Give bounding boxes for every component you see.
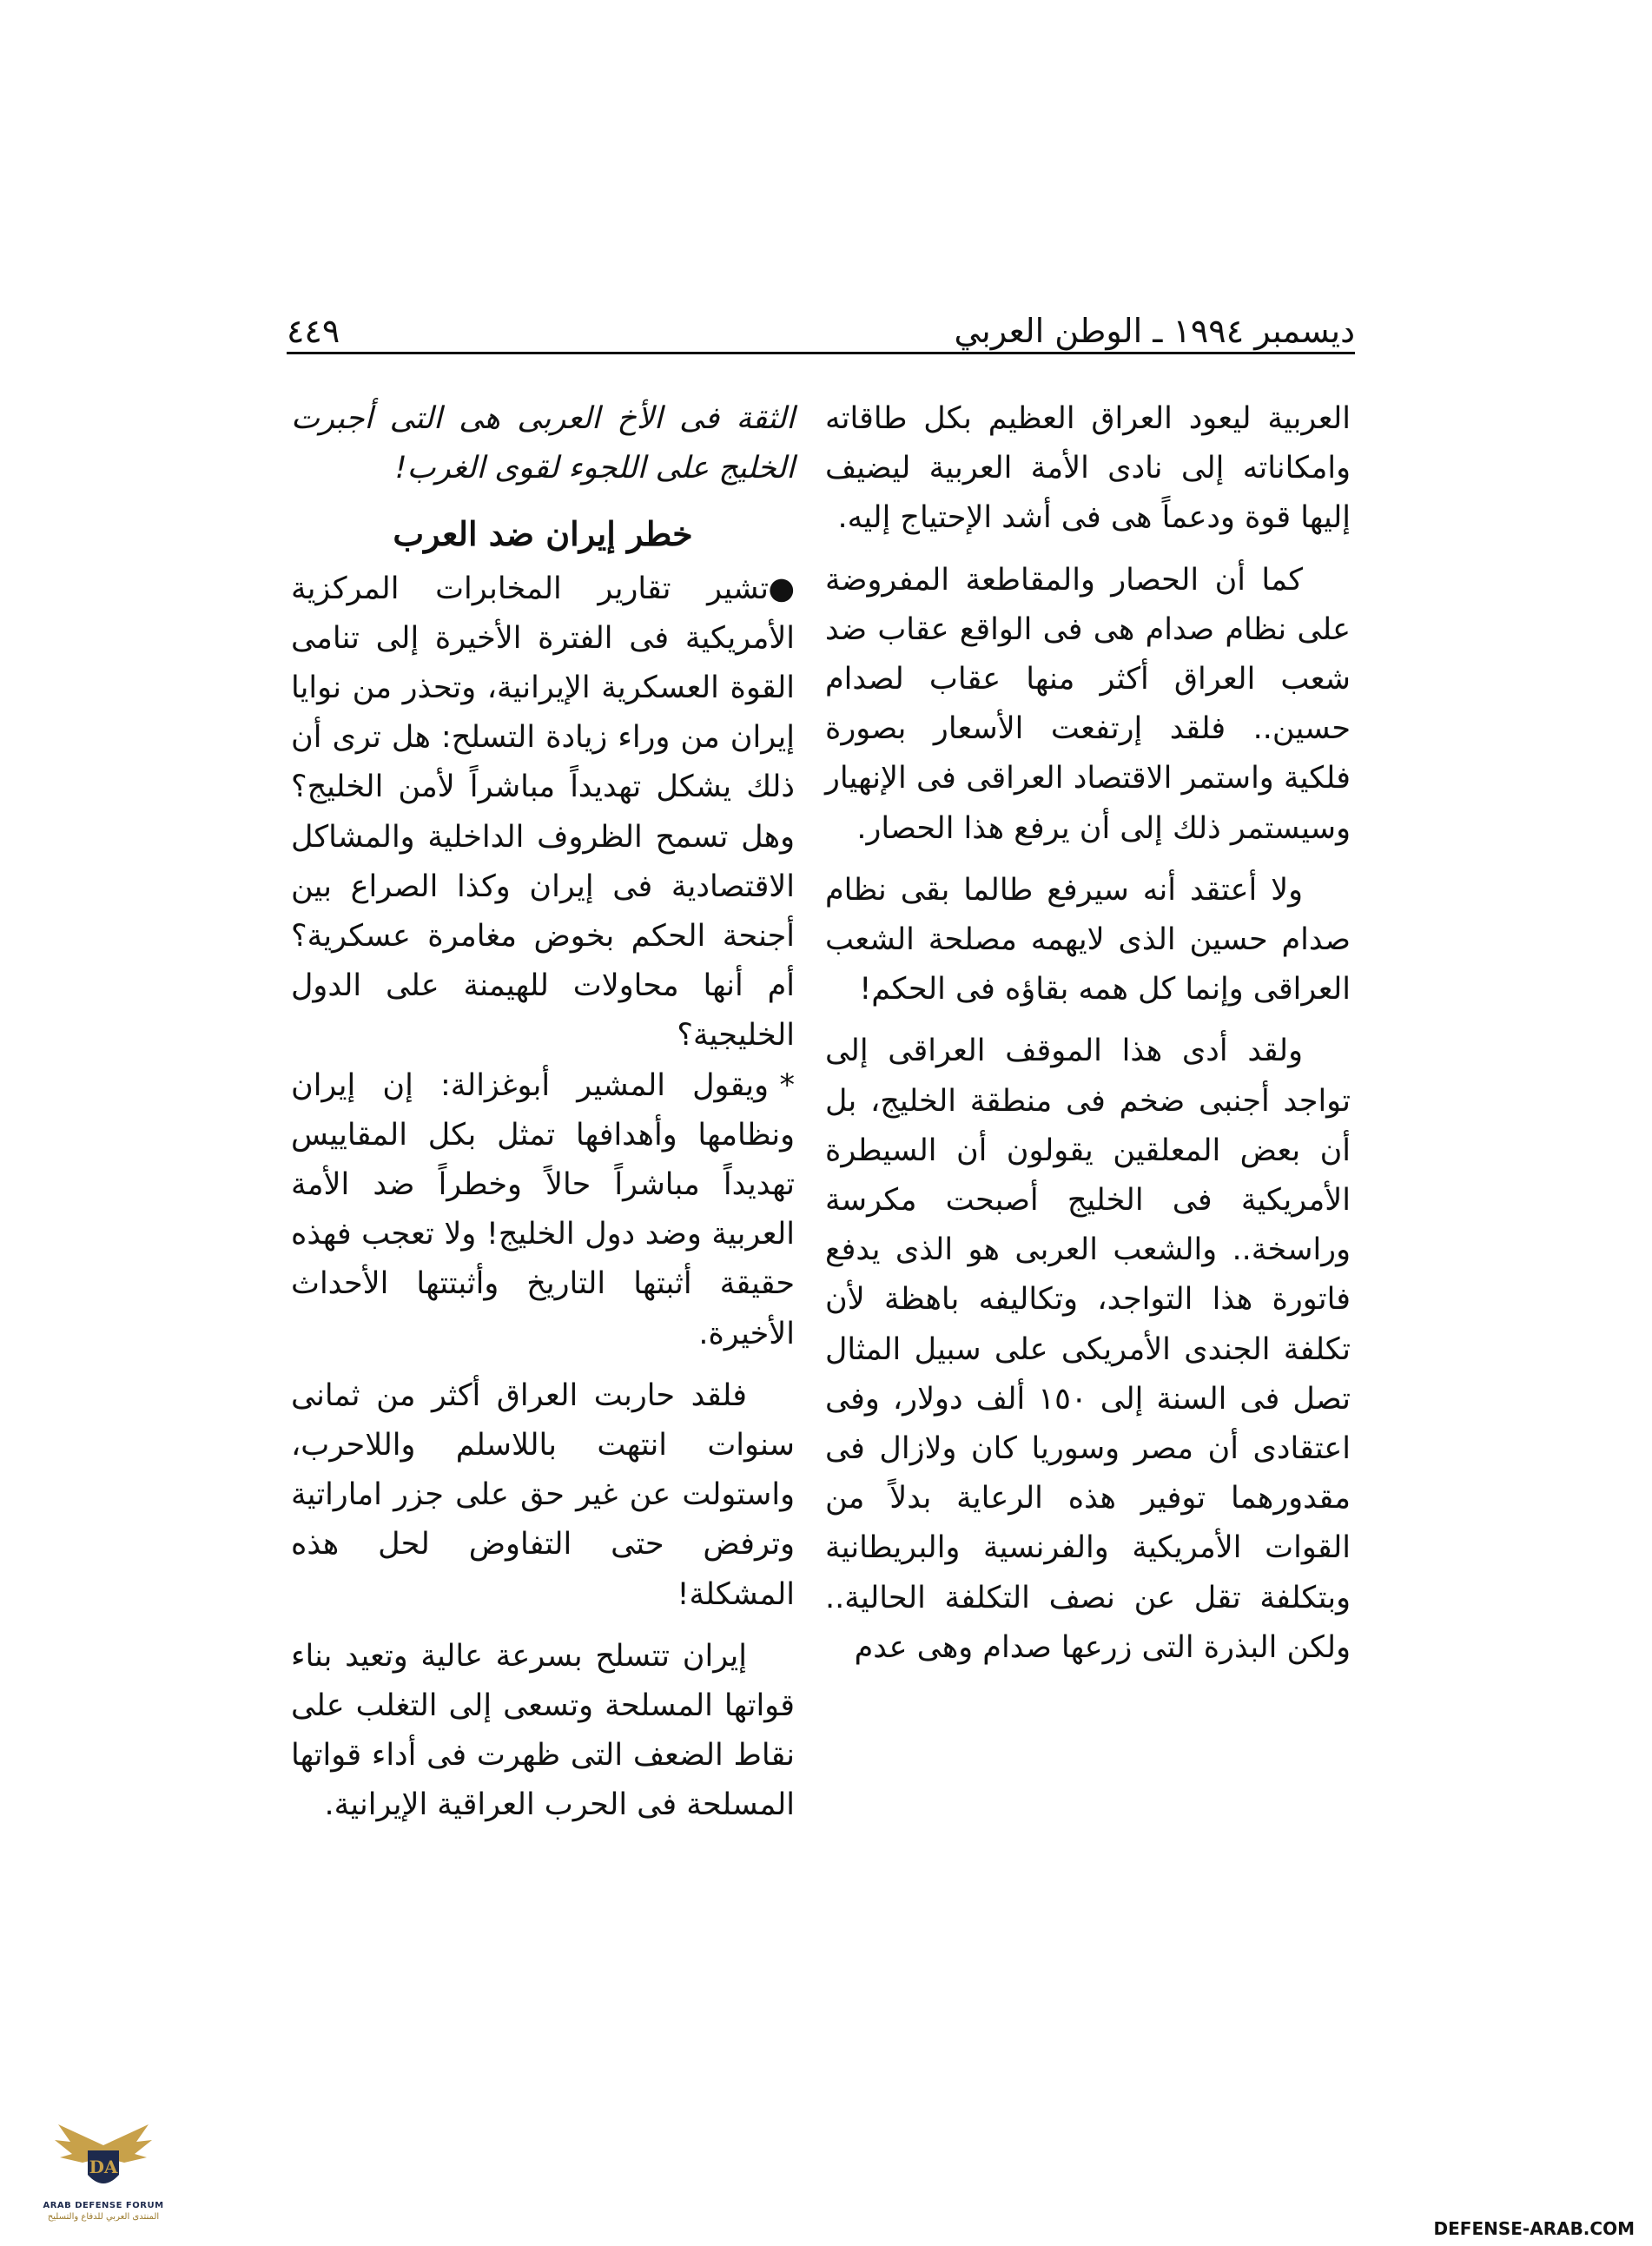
- question-paragraph: [291, 565, 795, 1061]
- paragraph: إيران تتسلح بسرعة عالية وتعيد بناء قواتها المسلحة وتسعى إلى التغلب على نقاط الضعف التى ظهرت فى أداء قواتها المسلحة فى الحرب العراقية الإيرانية.: [291, 1638, 795, 1823]
- bullet-icon: ●: [768, 571, 795, 606]
- question-text: تشير تقارير المخابرات المركزية الأمريكية فى الفترة الأخيرة إلى تنامى القوة العسكرية الإيرانية، وتحذر من نوايا إيران من وراء زيادة التسلح: هل ترى أن ذلك يشكل تهديداً مباشراً لأمن الخليج؟ وهل تسمح الظروف الداخلية والمشاكل الاقتصادية فى إيران وكذا الصراع بين أجنحة الحكم بخوض مغامرة عسكرية؟ أم أنها محاولات للهيمنة على الدول الخليجية؟: [291, 571, 795, 1054]
- answer-text: ويقول المشير أبوغزالة: إن إيران ونظامها وأهدافها تمثل بكل المقاييس تهديداً مباشراً حالاً وخطراً ضد الأمة العربية وضد دول الخليج! ولا تعجب فهذه حقيقة أثبتها التاريخ وأثبتتها الأحداث الأخيرة.: [291, 1067, 795, 1351]
- section-heading: خطر إيران ضد العرب: [393, 514, 693, 554]
- arab-defense-forum-logo: [12, 2119, 195, 2241]
- paragraph: كما أن الحصار والمقاطعة المفروضة على نظام صدام هى فى الواقع عقاب ضد شعب العراق أكثر منها عقاب لصدام حسين.. فلقد إرتفعت الأسعار بصورة فلكية واستمر الاقتصاد العراقى فى الإنهيار وسيستمر ذلك إلى أن يرفع هذا الحصار.: [825, 562, 1351, 846]
- logo-subtitle: المنتدى العربي للدفاع والتسليح: [47, 2212, 160, 2222]
- header-rule: [287, 352, 1355, 354]
- paragraph: ولقد أدى هذا الموقف العراقى إلى تواجد أجنبى ضخم فى منطقة الخليج، بل أن بعض المعلقين يقولون أن السيطرة الأمريكية فى الخليج أصبحت مكرسة وراسخة.. والشعب العربى هو الذى يدفع فاتورة هذا التواجد، وتكاليفه باهظة لأن تكلفة الجندى الأمريكى على سبيل المثال تصل فى السنة إلى ١٥٠ ألف دولار، وفى اعتقادى أن مصر وسوريا كان ولازال فى مقدورهما توفير هذه الرعاية بدلاً من القوات الأمريكية والفرنسية والبريطانية وبتكلفة تقل عن نصف التكلفة الحالية.. ولكن البذرة التى زرعها صدام وهى عدم: [825, 1034, 1351, 1665]
- running-header: [287, 287, 1355, 350]
- eagle-emblem-icon: [51, 2119, 155, 2199]
- site-watermark: DEFENSE-ARAB.COM: [1433, 2218, 1635, 2239]
- right-column: [825, 394, 1351, 1673]
- paragraph: العربية ليعود العراق العظيم بكل طاقاته وامكاناته إلى نادى الأمة العربية ليضيف إليها قوة ودعماً هى فى أشد الإحتياج إليه.: [825, 401, 1351, 536]
- paragraph: الثقة فى الأخ العربى هى التى أجبرت الخليج على اللجوء لقوى الغرب!: [291, 401, 795, 486]
- issue-title: ديسمبر ١٩٩٤ ـ الوطن العربي: [954, 312, 1355, 350]
- logo-initials: DA: [89, 2157, 118, 2177]
- left-column: [291, 394, 795, 1831]
- answer-paragraph: [291, 1061, 795, 1359]
- paragraph: فلقد حاربت العراق أكثر من ثمانى سنوات انتهت باللاسلم واللاحرب، واستولت عن غير حق على جزر اماراتية وترفض حتى التفاوض لحل هذه المشكلة!: [291, 1377, 795, 1612]
- star-icon: *: [779, 1067, 795, 1103]
- paragraph: ولا أعتقد أنه سيرفع طالما بقى نظام صدام حسين الذى لايهمه مصلحة الشعب العراقى وإنما كل همه بقاؤه فى الحكم!: [825, 872, 1351, 1007]
- logo-name: ARAB DEFENSE FORUM: [43, 2201, 164, 2210]
- page-number: ٤٤٩: [287, 312, 340, 350]
